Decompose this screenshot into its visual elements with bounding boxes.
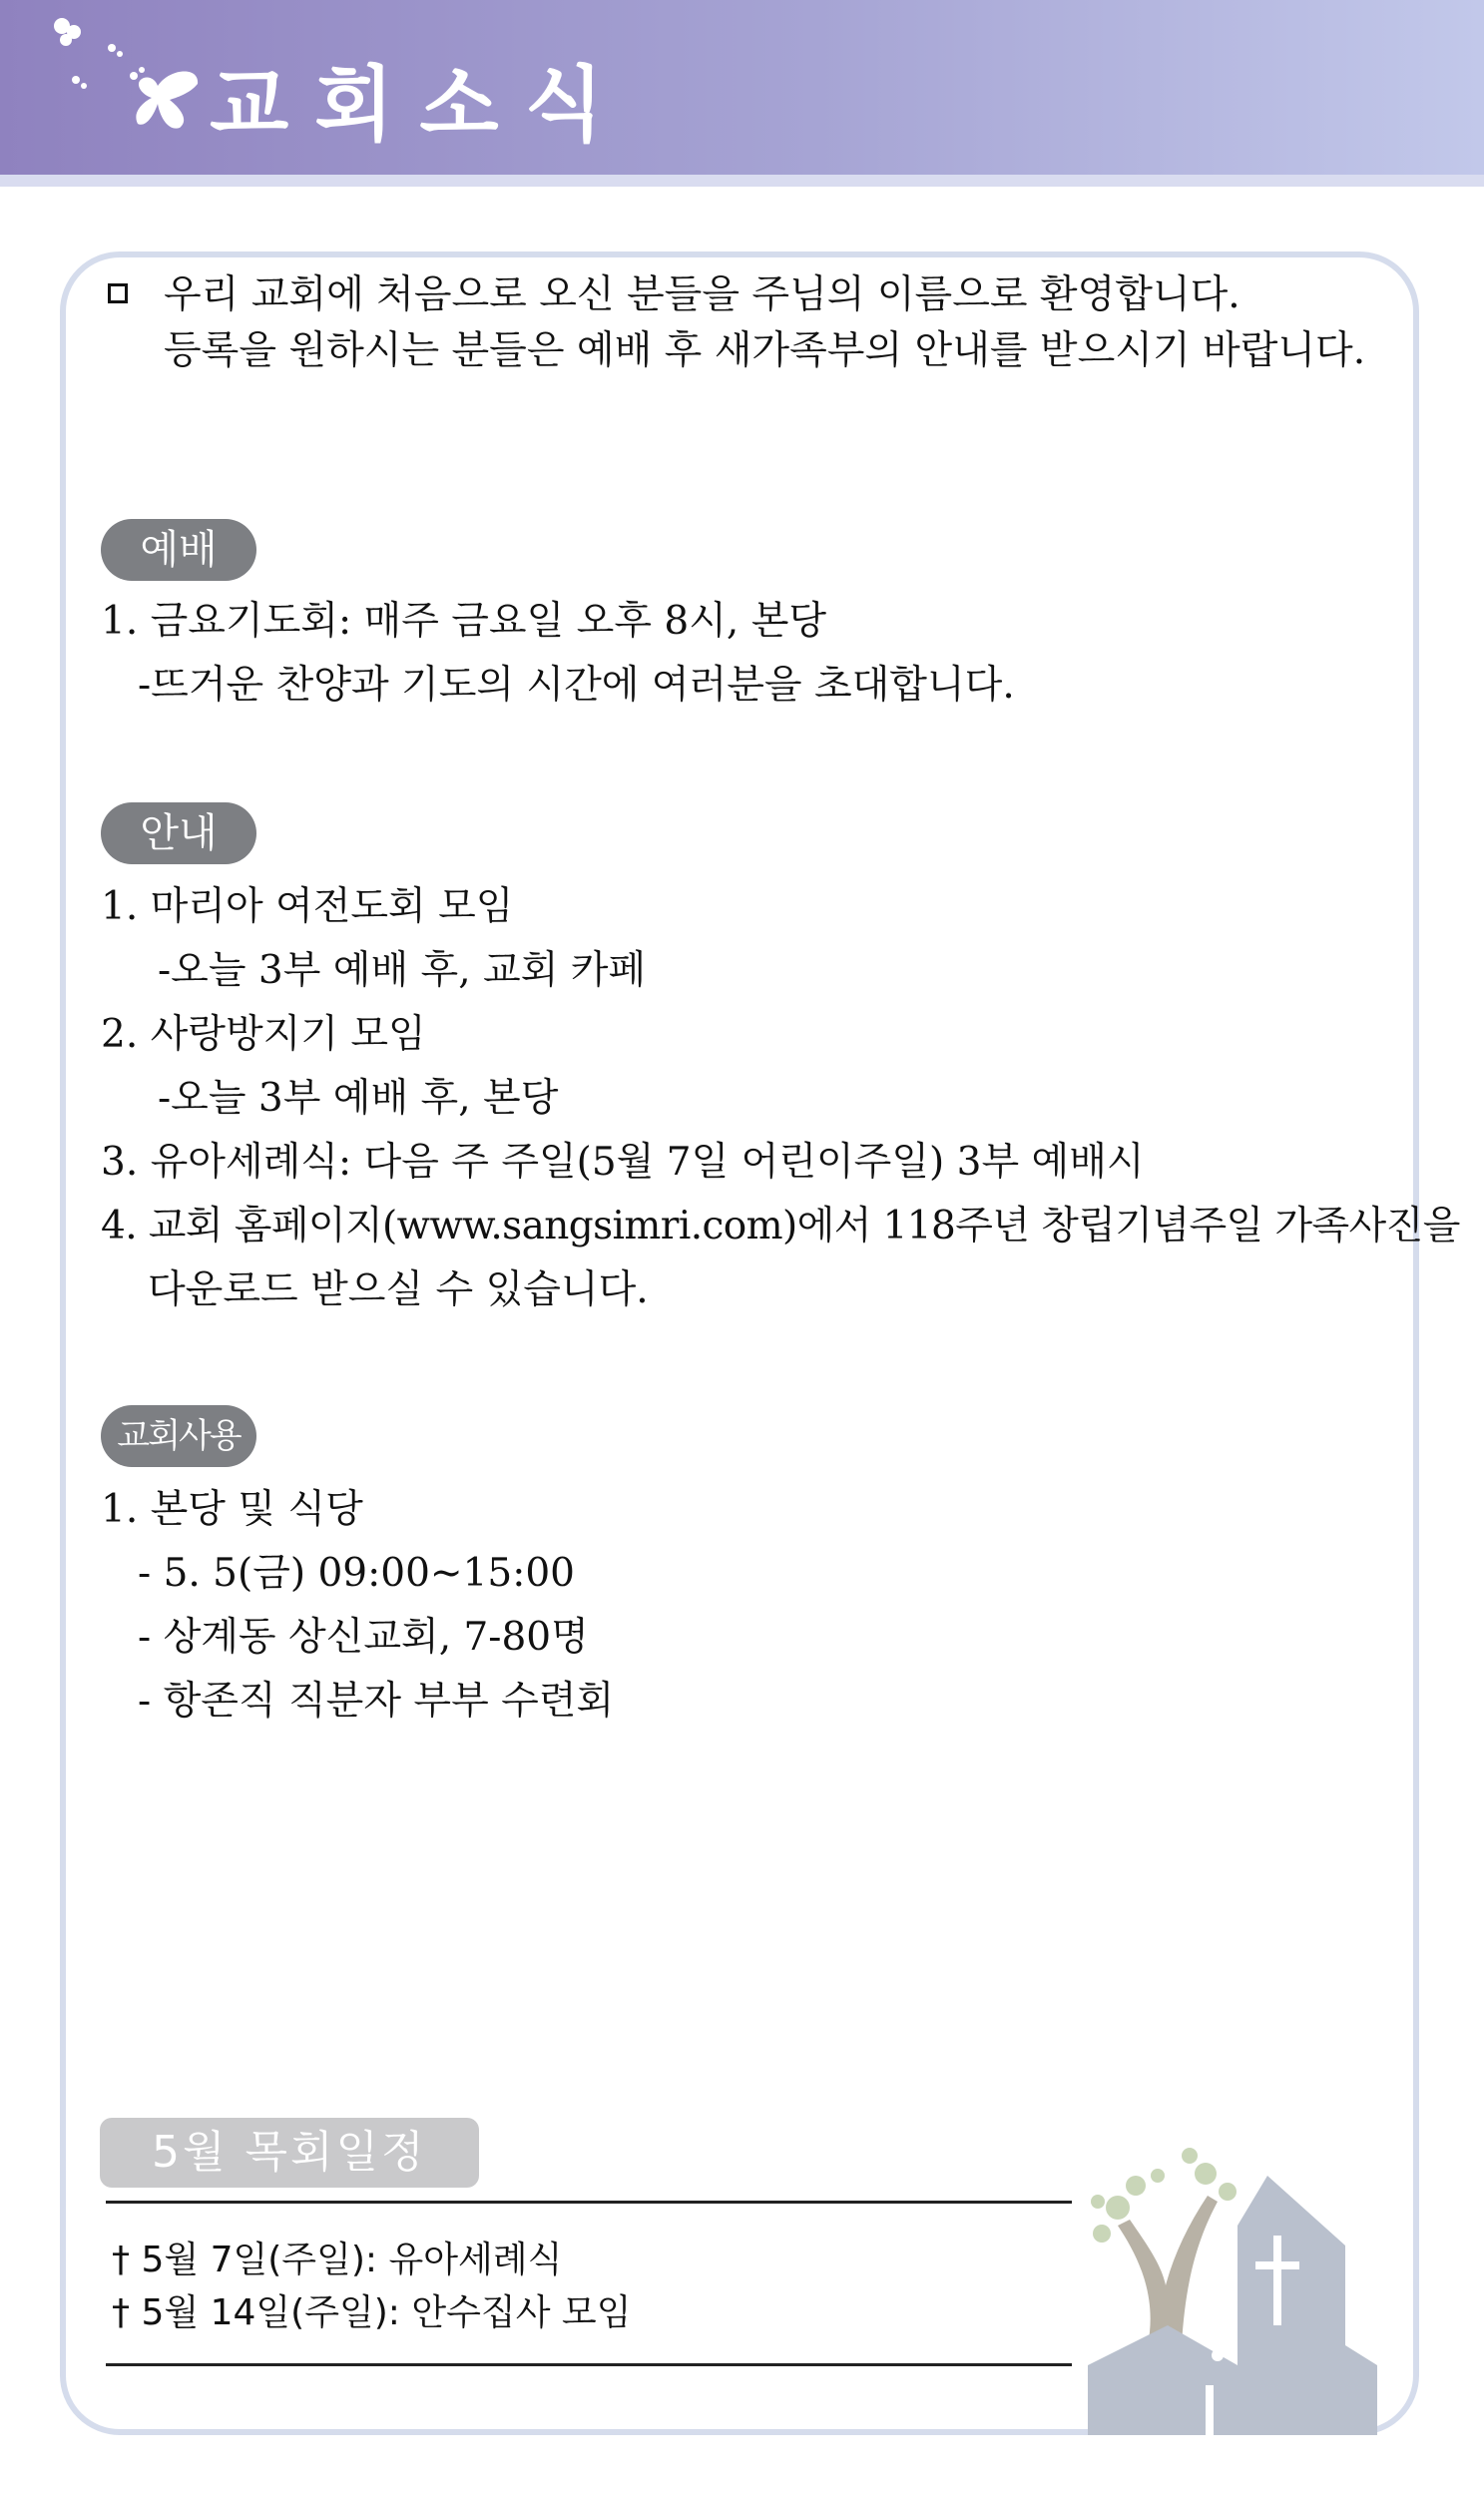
schedule-rule-top bbox=[106, 2201, 1072, 2204]
notice-line: 3. 유아세례식: 다음 주 주일(5월 7일 어린이주일) 3부 예배시 bbox=[101, 1140, 1145, 1185]
welcome-line: 등록을 원하시는 분들은 예배 후 새가족부의 안내를 받으시기 바랍니다. bbox=[164, 328, 1366, 373]
section-pill-church-use: 교회사용 bbox=[101, 1405, 256, 1467]
notice-line: 4. 교회 홈페이지(www.sangsimri.com)에서 118주년 창립기념주일 가족사진을 bbox=[101, 1204, 1460, 1249]
worship-line: -뜨거운 찬양과 기도의 시간에 여러분을 초대합니다. bbox=[138, 663, 1015, 708]
schedule-item: † 5월 14일(주일): 안수집사 모임 bbox=[112, 2292, 632, 2333]
notice-line: 2. 사랑방지기 모임 bbox=[101, 1012, 426, 1057]
section-pill-notice: 안내 bbox=[101, 802, 256, 864]
welcome-line: 우리 교회에 처음으로 오신 분들을 주님의 이름으로 환영합니다. bbox=[164, 272, 1240, 317]
schedule-item: † 5월 7일(주일): 유아세례식 bbox=[112, 2240, 563, 2280]
schedule-rule-bottom bbox=[106, 2363, 1072, 2366]
notice-line: 다운로드 받으실 수 있습니다. bbox=[148, 1267, 649, 1312]
content-frame bbox=[60, 251, 1419, 2435]
butterfly-icon bbox=[30, 8, 210, 138]
church-illustration bbox=[1078, 2116, 1397, 2435]
header-banner bbox=[0, 0, 1484, 175]
section-pill-worship: 예배 bbox=[101, 519, 256, 581]
church-use-line: - 5. 5(금) 09:00~15:00 bbox=[138, 1551, 575, 1596]
schedule-title: 5월 목회일정 bbox=[100, 2118, 479, 2188]
church-use-line: 1. 본당 및 식당 bbox=[101, 1487, 363, 1532]
notice-line: -오늘 3부 예배 후, 교회 카페 bbox=[158, 948, 647, 993]
page-title: 교회소식 bbox=[210, 58, 630, 153]
church-use-line: - 상계동 상신교회, 7-80명 bbox=[138, 1615, 589, 1660]
notice-line: 1. 마리아 여전도회 모임 bbox=[101, 884, 514, 929]
notice-line: -오늘 3부 예배 후, 본당 bbox=[158, 1076, 559, 1121]
worship-line: 1. 금요기도회: 매주 금요일 오후 8시, 본당 bbox=[101, 599, 827, 644]
church-use-line: - 항존직 직분자 부부 수련회 bbox=[138, 1679, 615, 1724]
header-divider bbox=[0, 175, 1484, 187]
checkbox-bullet-icon bbox=[108, 283, 128, 303]
